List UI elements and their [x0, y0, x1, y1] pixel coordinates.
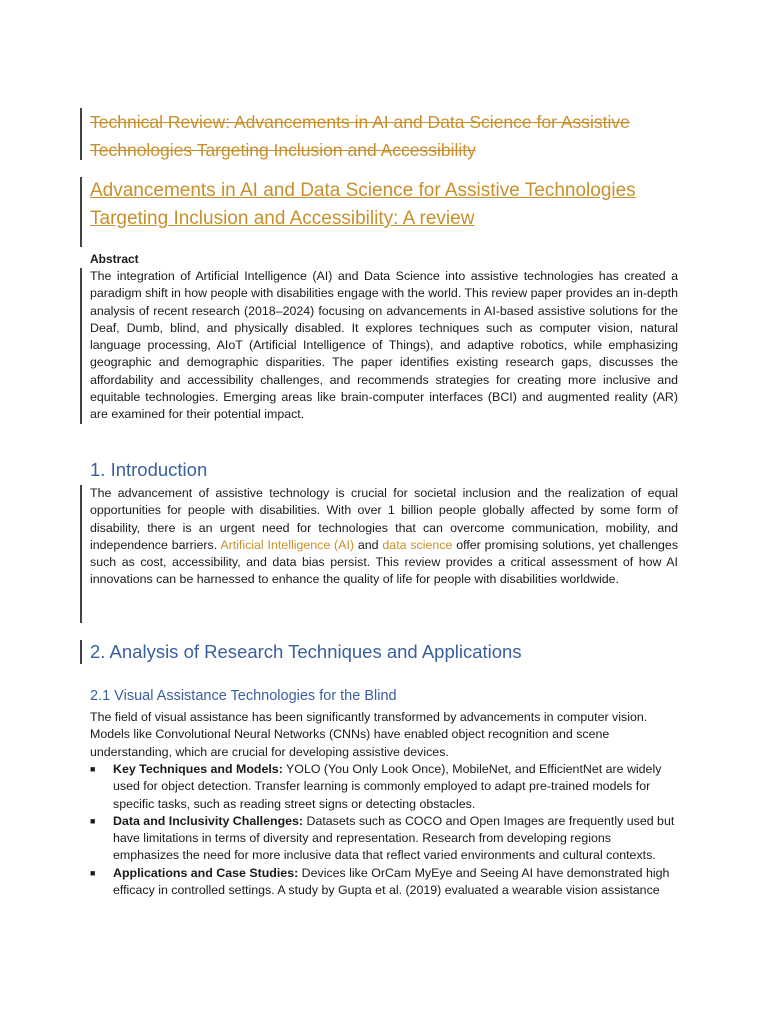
visual-assistance-subheading: 2.1 Visual Assistance Technologies for the Blind — [90, 688, 397, 704]
introduction-heading: 1. Introduction — [90, 459, 208, 480]
intro-text-part1: The advancement of assistive technology is crucial for societal inclusion and the realization of equal opportunities for people with disabilities. With over 1 billion people globally affected by some form of disability, there is an urgent need for technologies that can overcome communication, mobility, and independence barriers. — [90, 486, 678, 552]
change-bar — [80, 268, 82, 424]
intro-connector: and — [354, 537, 383, 552]
abstract-heading: Abstract — [90, 252, 139, 266]
deleted-title: Technical Review: Advancements in AI and Data Science for Assistive Technologies Targeting Inclusion and Accessibility — [90, 112, 630, 160]
square-bullet-icon: ■ — [90, 867, 96, 878]
square-bullet-icon: ■ — [90, 764, 96, 774]
inserted-title: Advancements in AI and Data Science for Assistive Technologies Targeting Inclusion and Accessibility: A review — [90, 180, 636, 229]
introduction-body — [90, 485, 678, 589]
abstract-body: The integration of Artificial Intelligence (AI) and Data Science into assistive technologies has created a paradigm shift in how people with disabilities engage with the world. This review paper provides an in-depth analysis of recent research (2018–2024) focusing on advancements in AI-based assistive solutions for the Deaf, Dumb, blind, and physically disabled. It explores techniques such as computer vision, natural language processing, AIoT (Artificial Intelligence of Things), and adaptive robotics, while emphasizing geographic and demographic disparities. The paper identifies existing research gaps, discusses the affordability and accessibility challenges, and recommends strategies for creating more inclusive and equitable technologies. Emerging areas like brain-computer interfaces (BCI) and augmented reality (AR) are examined for their potential impact. — [90, 269, 678, 422]
list-item — [90, 813, 678, 865]
highlight-data-science: data science — [382, 537, 453, 552]
change-bar — [80, 485, 82, 623]
list-item — [90, 865, 678, 900]
visual-assistance-body: The field of visual assistance has been significantly transformed by advancements in computer vision. Models like Convolutional Neural Networks (CNNs) have enabled object recognition and scene understanding, which are crucial for developing assistive devices. — [90, 710, 648, 759]
bullet-label: Applications and Case Studies: — [113, 865, 299, 880]
square-bullet-icon: ■ — [90, 815, 96, 826]
analysis-heading: 2. Analysis of Research Techniques and Applications — [90, 641, 522, 662]
bullet-text: Datasets such as COCO and Open Images are frequently used but have limitations in terms of diversity and representation. Research from developing regions emphasizes the need for more inclusive data that reflect varied environments and cultural contexts. — [113, 813, 675, 863]
bullet-list — [90, 761, 678, 899]
bullet-label: Key Techniques and Models: — [113, 762, 283, 776]
change-bar — [80, 640, 82, 664]
change-bar — [80, 177, 82, 247]
bullet-text: YOLO (You Only Look Once), MobileNet, and EfficientNet are widely used for object detection. Transfer learning is commonly employed to adapt pre-trained models for specific tasks, such as reading street signs or detecting obstacles. — [113, 762, 662, 811]
bullet-label: Data and Inclusivity Challenges: — [113, 813, 304, 828]
bullet-text: Devices like OrCam MyEye and Seeing AI have demonstrated high efficacy in controlled settings. A study by Gupta et al. (2019) evaluated a wearable vision assistance — [113, 865, 670, 898]
change-bar — [80, 108, 82, 160]
highlight-ai: Artificial Intelligence (AI) — [220, 537, 355, 552]
intro-text-part2: offer promising solutions, yet challenges such as cost, accessibility, and data bias persist. This review provides a critical assessment of how AI innovations can be harnessed to enhance the quality of life for people with disabilities worldwide. — [90, 537, 679, 587]
list-item — [90, 761, 678, 813]
